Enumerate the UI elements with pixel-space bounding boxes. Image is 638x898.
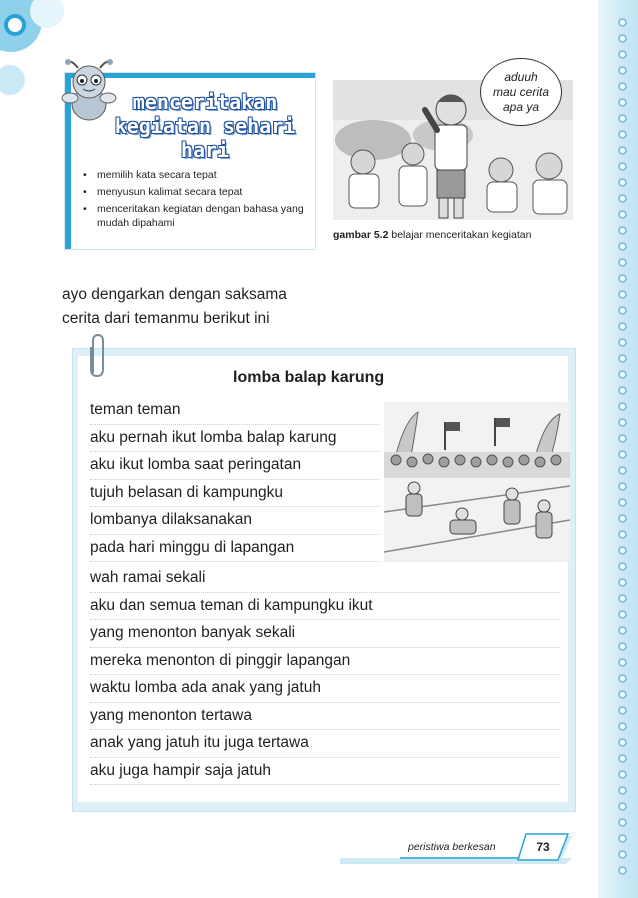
poem-line: yang menonton tertawa bbox=[90, 703, 560, 731]
sack-race-illustration-drawing bbox=[384, 402, 570, 562]
poem-stanza-2 bbox=[90, 565, 560, 785]
chain-link bbox=[618, 530, 627, 539]
chain-link bbox=[618, 450, 627, 459]
figure-caption-label: gambar 5.2 bbox=[333, 229, 389, 241]
chain-link bbox=[618, 722, 627, 731]
objectives-title-line-1: menceritakan bbox=[132, 90, 278, 114]
poem-line: aku ikut lomba saat peringatan bbox=[90, 452, 380, 480]
chain-link bbox=[618, 18, 627, 27]
poem-line: aku juga hampir saja jatuh bbox=[90, 758, 560, 786]
chain-link bbox=[618, 386, 627, 395]
intro-line: ayo dengarkan dengan saksama bbox=[62, 286, 287, 303]
chain-link bbox=[618, 210, 627, 219]
poem-line: tujuh belasan di kampungku bbox=[90, 480, 380, 508]
chain-link bbox=[618, 370, 627, 379]
deco-circle-small bbox=[0, 62, 28, 98]
chain-link bbox=[618, 674, 627, 683]
chain-link bbox=[618, 770, 627, 779]
bullet: • bbox=[83, 186, 87, 198]
objective-item bbox=[83, 185, 315, 199]
chain-link bbox=[618, 114, 627, 123]
figure-caption-text: belajar menceritakan kegiatan bbox=[388, 229, 532, 241]
sack-race-illustration bbox=[384, 402, 570, 562]
chain-link bbox=[618, 754, 627, 763]
chain-link bbox=[618, 290, 627, 299]
paperclip-icon bbox=[88, 333, 106, 379]
page-number: 73 bbox=[536, 840, 550, 854]
chain-link bbox=[618, 66, 627, 75]
chain-link bbox=[618, 306, 627, 315]
poem-line: anak yang jatuh itu juga tertawa bbox=[90, 730, 560, 758]
poem-line: aku pernah ikut lomba balap karung bbox=[90, 425, 380, 453]
chain-link bbox=[618, 658, 627, 667]
chain-link bbox=[618, 34, 627, 43]
chain-link bbox=[618, 706, 627, 715]
chain-link bbox=[618, 498, 627, 507]
objective-text: menyusun kalimat secara tepat bbox=[97, 186, 243, 198]
chain-link bbox=[618, 242, 627, 251]
speech-bubble bbox=[480, 58, 562, 126]
poem-line: aku dan semua teman di kampungku ikut bbox=[90, 593, 560, 621]
objective-item bbox=[83, 202, 315, 230]
objectives-title-line-2: kegiatan sehari bbox=[114, 114, 296, 138]
bullet: • bbox=[83, 169, 87, 181]
chain-link bbox=[618, 482, 627, 491]
figure-caption bbox=[333, 229, 531, 241]
deco-circle-dot bbox=[30, 0, 64, 28]
chain-link bbox=[618, 226, 627, 235]
poem-stanza-1 bbox=[90, 397, 380, 562]
chain-link bbox=[618, 162, 627, 171]
chain-link bbox=[618, 594, 627, 603]
chain-link bbox=[618, 818, 627, 827]
objective-text: memilih kata secara tepat bbox=[97, 169, 217, 181]
chain-link bbox=[618, 866, 627, 875]
chain-link bbox=[618, 418, 627, 427]
chain-link bbox=[618, 786, 627, 795]
poem-line: wah ramai sekali bbox=[90, 565, 560, 593]
chain-link bbox=[618, 626, 627, 635]
chain-link bbox=[618, 738, 627, 747]
chain-link bbox=[618, 98, 627, 107]
poem-line: lombanya dilaksanakan bbox=[90, 507, 380, 535]
objectives-title bbox=[100, 90, 310, 162]
chain-link bbox=[618, 514, 627, 523]
chain-link bbox=[618, 178, 627, 187]
objectives-title-line-3: hari bbox=[180, 138, 230, 162]
chain-link bbox=[618, 802, 627, 811]
chain-link bbox=[618, 274, 627, 283]
chain-link bbox=[618, 546, 627, 555]
footer-section-title: peristiwa berkesan bbox=[408, 841, 496, 853]
poem-line: pada hari minggu di lapangan bbox=[90, 535, 380, 563]
chain-link bbox=[618, 850, 627, 859]
chain-link bbox=[618, 402, 627, 411]
chain-link bbox=[618, 434, 627, 443]
intro-line: cerita dari temanmu berikut ini bbox=[62, 310, 270, 327]
chain-link bbox=[618, 354, 627, 363]
story-title: lomba balap karung bbox=[233, 369, 385, 386]
poem-line: mereka menonton di pinggir lapangan bbox=[90, 648, 560, 676]
poem-line: teman teman bbox=[90, 397, 380, 425]
poem-line: waktu lomba ada anak yang jatuh bbox=[90, 675, 560, 703]
chain-link bbox=[618, 258, 627, 267]
bubble-line: mau cerita bbox=[492, 84, 550, 99]
chain-link bbox=[618, 834, 627, 843]
chain-link bbox=[618, 642, 627, 651]
chain-link bbox=[618, 130, 627, 139]
deco-circle-ring bbox=[4, 14, 26, 36]
chain-link bbox=[618, 338, 627, 347]
objective-text: menceritakan kegiatan dengan bahasa yang mudah dipahami bbox=[97, 203, 304, 229]
bubble-line: aduuh bbox=[504, 69, 538, 84]
bubble-line: apa ya bbox=[502, 99, 540, 114]
objectives-list bbox=[83, 168, 315, 233]
chain-link bbox=[618, 194, 627, 203]
chain-link bbox=[618, 50, 627, 59]
chain-link bbox=[618, 466, 627, 475]
intro-text bbox=[62, 283, 287, 331]
chain-link bbox=[618, 146, 627, 155]
chain-link bbox=[618, 322, 627, 331]
chain-link bbox=[618, 562, 627, 571]
chain-link bbox=[618, 578, 627, 587]
poem-line: yang menonton banyak sekali bbox=[90, 620, 560, 648]
objective-item bbox=[83, 168, 315, 182]
speech-bubble-text bbox=[485, 70, 557, 115]
chain-link bbox=[618, 690, 627, 699]
chain-link bbox=[618, 610, 627, 619]
bullet: • bbox=[83, 203, 87, 215]
chain-link bbox=[618, 82, 627, 91]
